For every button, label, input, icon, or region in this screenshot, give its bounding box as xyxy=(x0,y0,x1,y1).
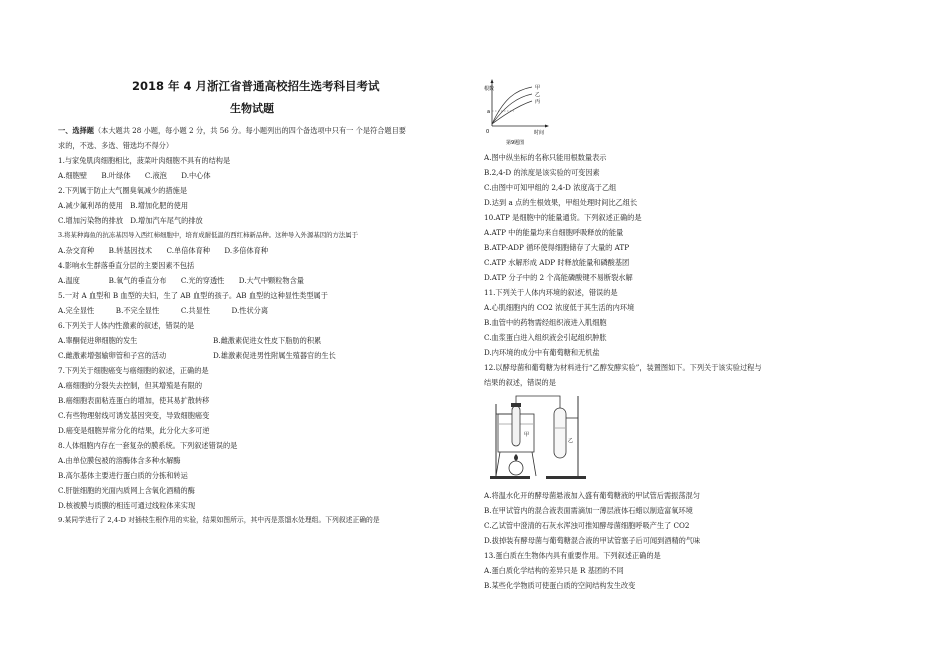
a-point-label: a xyxy=(487,109,491,115)
q7-option-d: D.癌变是细胞异常分化的结果，此分化大多可逆 xyxy=(58,426,210,435)
q4-options: A.温度 B.氧气的垂直分布 C.光的穿透性 D.大气中颗粒物含量 xyxy=(58,276,304,285)
q9-option-c: C.由图中可知甲组的 2,4-D 浓度高于乙组 xyxy=(484,183,617,192)
stand-base-left xyxy=(490,476,530,479)
q5-stem: 5.一对 A 血型和 B 血型的夫妇，生了 AB 血型的孩子。AB 血型的这种显性类型属于 xyxy=(58,291,328,300)
flame-icon xyxy=(514,454,518,461)
tube-jia-label: 甲 xyxy=(524,432,530,438)
q2-stem: 2.下列属于防止大气圈臭氧减少的措施是 xyxy=(58,186,188,195)
q10-option-b: B.ATP-ADP 循环使得细胞储存了大量的 ATP xyxy=(484,243,630,252)
tube-yi-label: 乙 xyxy=(568,438,574,444)
q10-option-a: A.ATP 中的能量均来自细胞呼吸释放的能量 xyxy=(484,228,624,237)
q1-options: A.细胞壁 B.叶绿体 C.液泡 D.中心体 xyxy=(58,171,211,180)
q9-option-d: D.达到 a 点的生根效果，甲组处理时间比乙组长 xyxy=(484,198,638,207)
x-axis-arrow xyxy=(545,125,549,128)
section-label: 一、选择题 xyxy=(58,126,94,135)
q8-option-c: C.肝脏细胞的光面内质网上含氧化酒精的酶 xyxy=(58,486,195,495)
q12-option-d: D.拔掉装有酵母菌与葡萄糖混合液的甲试管塞子后可闻到酒精的气味 xyxy=(484,536,701,545)
section-desc-cont: 求的，不选、多选、错选均不得分） xyxy=(58,141,174,150)
q11-option-c: C.血浆蛋白进入组织液会引起组织肿胀 xyxy=(484,333,607,342)
figure-9-graph xyxy=(484,78,564,146)
q4-stem: 4.影响水生群落垂直分层的主要因素不包括 xyxy=(58,261,195,270)
alcohol-lamp xyxy=(509,461,523,475)
figure-12-apparatus xyxy=(488,392,588,482)
tube-jia-stopper xyxy=(511,403,521,407)
q2-options-cd: C.增加污染物的排放 D.增加汽车尾气的排放 xyxy=(58,216,203,225)
figure-9-caption: 第9题图 xyxy=(506,140,525,146)
q6-stem: 6.下列关于人体内性激素的叙述，错误的是 xyxy=(58,321,195,330)
tripod-leg-1 xyxy=(496,452,500,476)
q6-option-a: A.睾酮促进卵细胞的发生 xyxy=(58,336,138,345)
q7-option-b: B.癌细胞表面粘连蛋白的增加，使其易扩散转移 xyxy=(58,396,210,405)
q12-option-b: B.在甲试管内的混合液表面需滴加一薄层液体石蜡以制造富氧环境 xyxy=(484,506,693,515)
q11-option-a: A.心肌细胞内的 CO2 浓度低于其生活的内环境 xyxy=(484,303,635,312)
q8-option-a: A.由单位膜包被的溶酶体含多种水解酶 xyxy=(58,456,181,465)
q8-option-d: D.核被膜与质膜的相连可通过线粒体来实现 xyxy=(58,501,196,510)
q8-stem: 8.人体细胞内存在一套复杂的膜系统。下列叙述错误的是 xyxy=(58,441,238,450)
x-axis-label: 时间 xyxy=(534,130,545,136)
stand-base-right xyxy=(546,476,586,479)
q6-option-c: C.雌激素增强输卵管和子宫的活动 xyxy=(58,351,167,360)
series-label-yi: 乙 xyxy=(535,92,541,98)
q3-stem: 3.将某种海鱼的抗冻基因导入西红柿细胞中，培育成耐低温的西红柿新品种。这种导入外源基因的方法属于 xyxy=(58,231,359,239)
tube-yi xyxy=(554,408,566,458)
y-axis-arrow xyxy=(491,79,494,83)
q9-stem: 9.某同学进行了 2,4-D 对插枝生根作用的实验，结果如图所示，其中丙是蒸馏水处理组。下列叙述正确的是 xyxy=(58,516,380,524)
q12-option-a: A.将温水化开的酵母菌悬液加入盛有葡萄糖液的甲试管后需振荡混匀 xyxy=(484,491,700,500)
tripod-leg-2 xyxy=(532,452,536,476)
q7-stem: 7.下列关于细胞癌变与癌细胞的叙述，正确的是 xyxy=(58,366,209,375)
section-desc: （本大题共 28 小题，每小题 2 分，共 56 分。每小题列出的四个备选项中只有一 个是符合题目要 xyxy=(93,126,406,135)
q13-option-a: A.蛋白质化学结构的差异只是 R 基团的不同 xyxy=(484,566,624,575)
curve-jia xyxy=(492,87,532,124)
q6-option-d: D.雄激素促进男性附属生殖器官的生长 xyxy=(213,351,336,360)
q11-option-b: B.血管中的药物需经组织液进入肌细胞 xyxy=(484,318,607,327)
q11-option-d: D.内环境的成分中有葡萄糖和无机盐 xyxy=(484,348,600,357)
q9-option-b: B.2,4-D 的浓度是该实验的可变因素 xyxy=(484,168,600,177)
page-title: 2018 年 4 月浙江省普通高校招生选考科目考试 xyxy=(132,79,380,93)
q5-options: A.完全显性 B.不完全显性 C.共显性 D.性状分离 xyxy=(58,306,269,315)
q2-options-ab: A.减少氟利昂的使用 B.增加化肥的使用 xyxy=(58,201,189,210)
q7-option-a: A.癌细胞的分裂失去控制，但其增殖是有限的 xyxy=(58,381,203,390)
q1-stem: 1.与家兔肌肉细胞相比，菠菜叶肉细胞不具有的结构是 xyxy=(58,156,231,165)
q11-stem: 11.下列关于人体内环境的叙述，错误的是 xyxy=(484,288,618,297)
y-axis-label: 根数 xyxy=(484,86,495,92)
q10-stem: 10.ATP 是细胞中的能量通货。下列叙述正确的是 xyxy=(484,213,642,222)
connecting-tube xyxy=(516,396,560,440)
tube-jia xyxy=(512,406,520,446)
origin-label: 0 xyxy=(486,129,490,135)
q10-option-d: D.ATP 分子中的 2 个高能磷酸键不易断裂水解 xyxy=(484,273,633,282)
q6-option-b: B.雌激素促进女性皮下脂肪的积累 xyxy=(213,336,322,345)
q13-option-b: B.某些化学物质可使蛋白质的空间结构发生改变 xyxy=(484,581,636,590)
q9-option-a: A.图中纵坐标的名称只能用根数量表示 xyxy=(484,153,607,162)
q12-option-c: C.乙试管中澄清的石灰水浑浊可推知酵母菌细胞呼吸产生了 CO2 xyxy=(484,521,690,530)
page-subtitle: 生物试题 xyxy=(230,102,274,115)
q10-option-c: C.ATP 水解形成 ADP 时释放能量和磷酸基团 xyxy=(484,258,630,267)
q8-option-b: B.高尔基体主要进行蛋白质的分拣和转运 xyxy=(58,471,188,480)
q3-options: A.杂交育种 B.转基因技术 C.单倍体育种 D.多倍体育种 xyxy=(58,246,269,255)
q7-option-c: C.有些物理射线可诱发基因突变，导致细胞癌变 xyxy=(58,411,210,420)
q12-stem-cont: 结果的叙述，错误的是 xyxy=(484,378,556,387)
series-label-jia: 甲 xyxy=(535,85,541,91)
q12-stem: 12.以酵母菌和葡萄糖为材料进行“乙醇发酵实验”，装置图如下。下列关于该实验过程与 xyxy=(484,363,762,372)
section-heading xyxy=(58,126,406,135)
q13-stem: 13.蛋白质在生物体内具有重要作用。下列叙述正确的是 xyxy=(484,551,661,560)
series-label-bing: 丙 xyxy=(535,99,541,105)
